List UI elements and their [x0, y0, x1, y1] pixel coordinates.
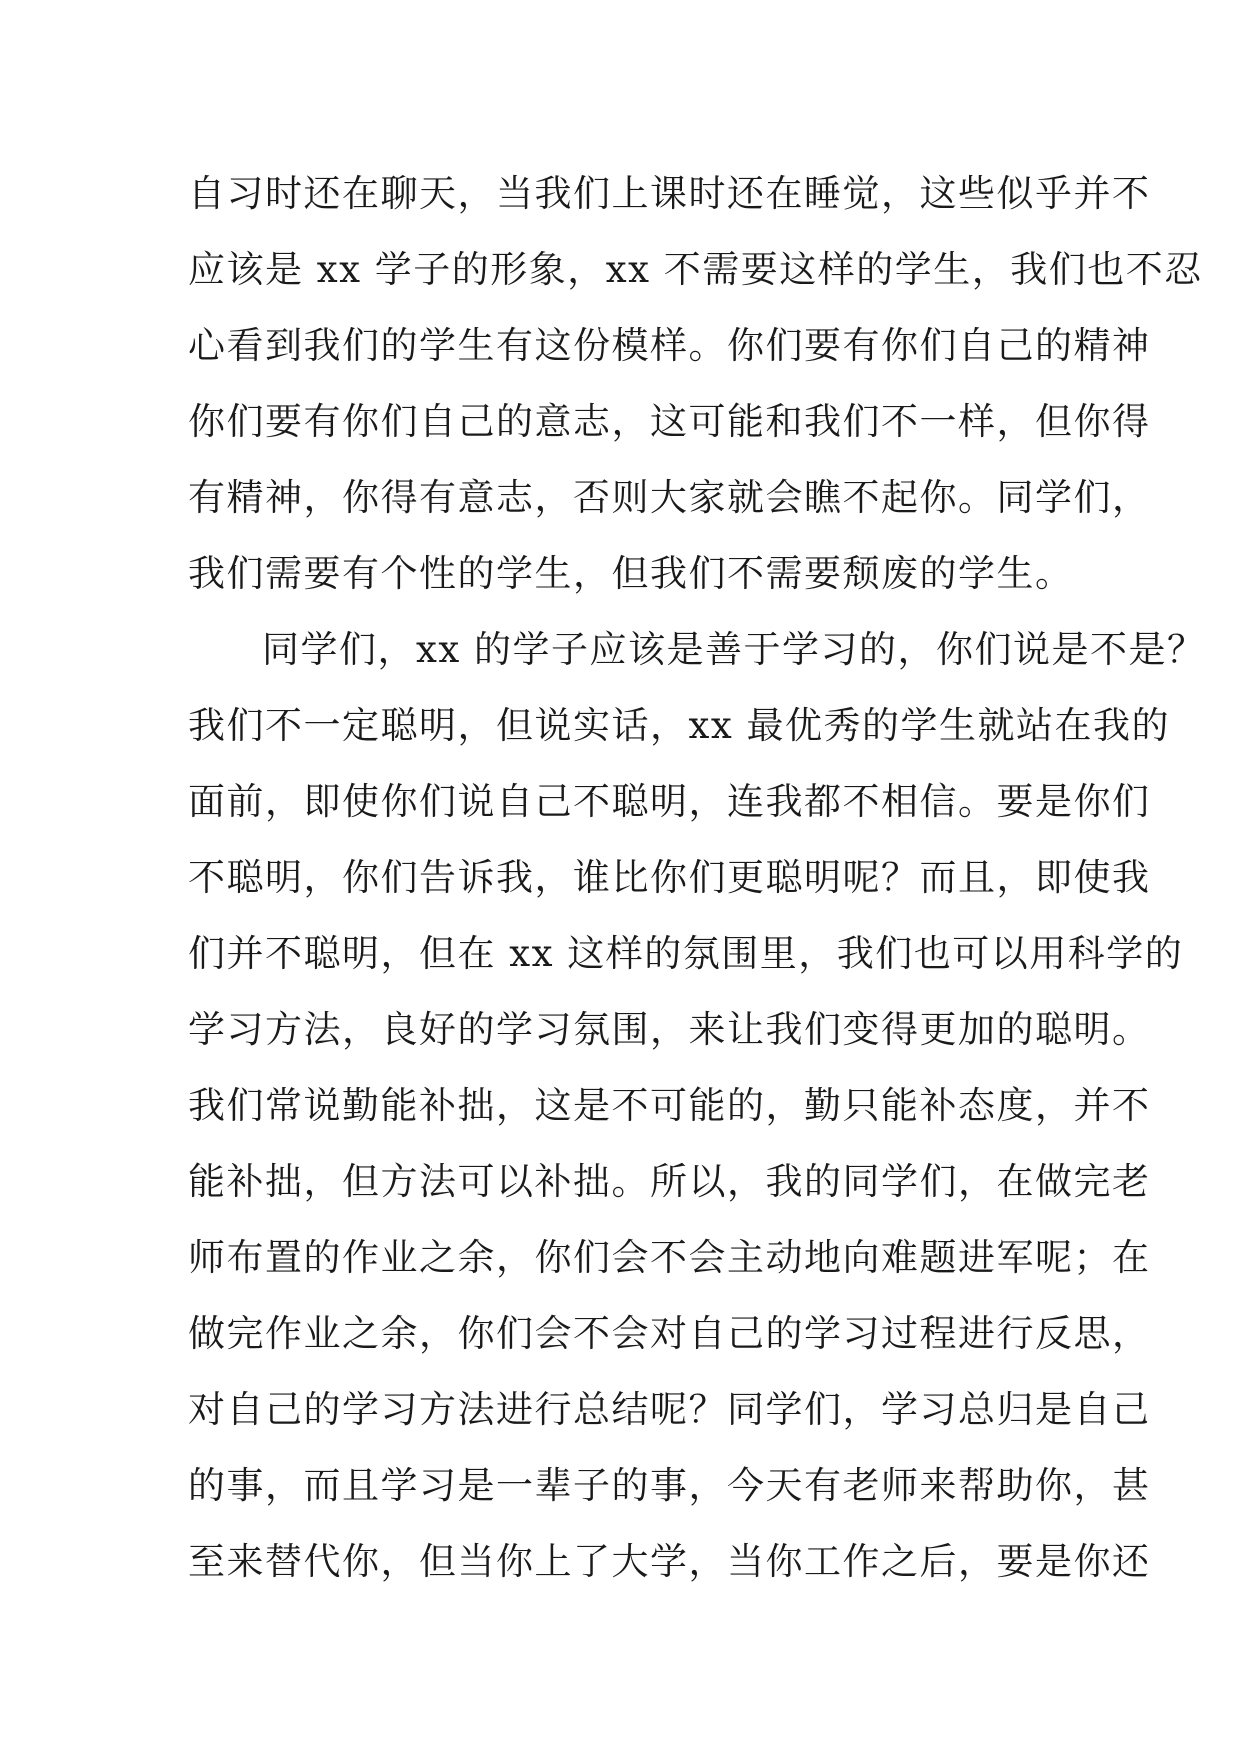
text-line: 至来替代你，但当你上了大学，当你工作之后，要是你还: [188, 1540, 1151, 1583]
text-line: 做完作业之余，你们会不会对自己的学习过程进行反思，: [188, 1312, 1151, 1355]
text-line: 能补拙，但方法可以补拙。所以，我的同学们，在做完老: [188, 1160, 1151, 1203]
paragraph-start-line: 同学们，xx 的学子应该是善于学习的，你们说是不是？: [262, 628, 1206, 671]
body-text: [188, 156, 1206, 1600]
text-line: 你们要有你们自己的意志，这可能和我们不一样，但你得: [188, 400, 1151, 443]
text-line: 学习方法，良好的学习氛围，来让我们变得更加的聪明。: [188, 1008, 1151, 1051]
text-line: 我们不一定聪明，但说实话，xx 最优秀的学生就站在我的: [188, 704, 1170, 747]
text-line: 的事，而且学习是一辈子的事，今天有老师来帮助你，甚: [188, 1464, 1151, 1507]
text-line: 心看到我们的学生有这份模样。你们要有你们自己的精神: [188, 324, 1151, 367]
text-line: 对自己的学习方法进行总结呢？同学们，学习总归是自己: [188, 1388, 1151, 1431]
text-line: 有精神，你得有意志，否则大家就会瞧不起你。同学们，: [188, 476, 1151, 519]
text-line: 自习时还在聊天，当我们上课时还在睡觉，这些似乎并不: [188, 172, 1151, 215]
text-line: 不聪明，你们告诉我，谁比你们更聪明呢？而且，即使我: [188, 856, 1151, 899]
text-line: 们并不聪明，但在 xx 这样的氛围里，我们也可以用科学的: [188, 932, 1184, 975]
text-line: 我们常说勤能补拙，这是不可能的，勤只能补态度，并不: [188, 1084, 1151, 1127]
text-line: 师布置的作业之余，你们会不会主动地向难题进军呢；在: [188, 1236, 1151, 1279]
text-line: 应该是 xx 学子的形象，xx 不需要这样的学生，我们也不忍: [188, 248, 1203, 291]
text-line: 我们需要有个性的学生，但我们不需要颓废的学生。: [188, 552, 1074, 595]
text-line: 面前，即使你们说自己不聪明，连我都不相信。要是你们: [188, 780, 1151, 823]
